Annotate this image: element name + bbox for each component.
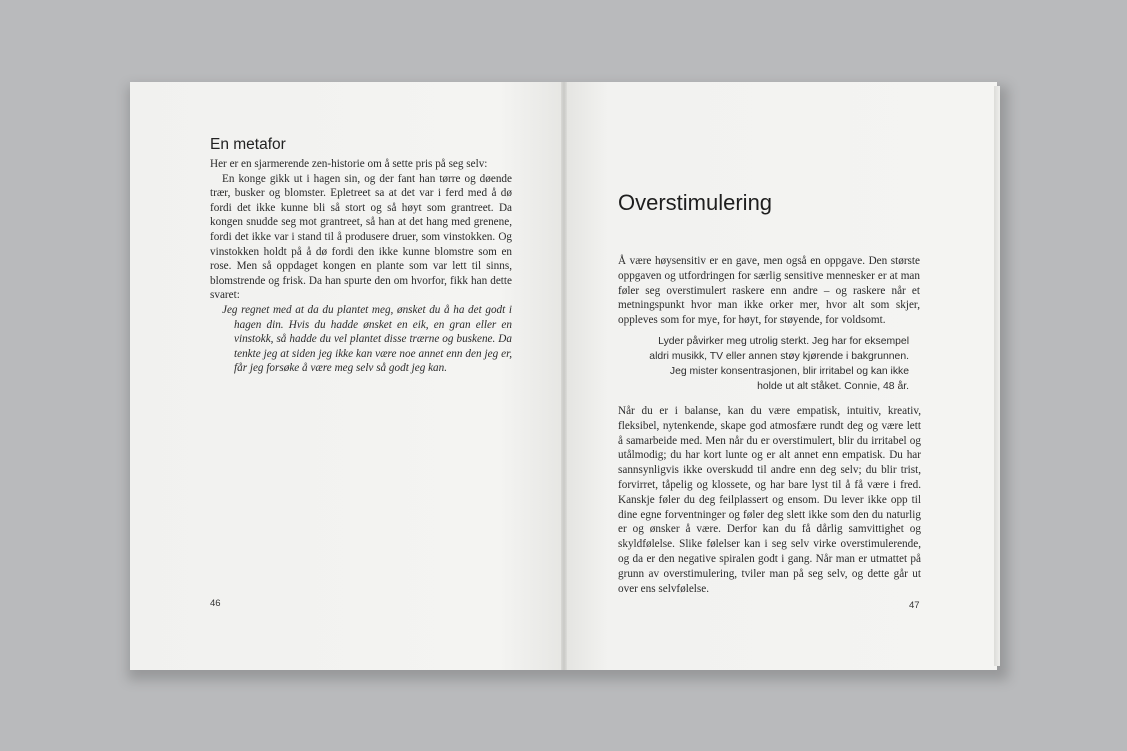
testimonial-quote	[618, 334, 909, 394]
right-lead-paragraph: Å være høysensitiv er en gave, men også en oppgave. Den største oppgaven og utfordringen for særlig sensitive mennesker er at man føler seg overstimulert raskere enn andre – og raskere når et metningspunkt hvor man ikke orker mer, hvor alt som skjer, oppleves som for mye, for høyt, for støyende, for voldsomt.	[618, 255, 920, 327]
left-quote: Jeg regnet med at da du plantet meg, ønsket du å ha det godt i hagen din. Hvis du hadde ønsket en eik, en gran eller en vinstokk, så hadde du vel plantet disse trærne og buskene. Da tenkte jeg at siden jeg ikke kan være noe annet enn den jeg er, får jeg forsøke å være meg selv så godt jeg kan.	[222, 303, 512, 375]
testimonial-line: aldri musikk, TV eller annen støy kjørende i bakgrunnen.	[649, 351, 909, 362]
right-page-number: 47	[909, 600, 920, 611]
left-page-body	[210, 157, 512, 376]
left-page-number: 46	[210, 598, 221, 609]
left-paragraph-intro: Her er en sjarmerende zen-historie om å sette pris på seg selv:	[210, 158, 488, 170]
book-gutter	[561, 82, 567, 670]
left-paragraph-story: En konge gikk ut i hagen sin, og der fant han tørre og døende trær, busker og blomster. Epletreet sa at det var i ferd med å dø fordi det ikke kunne bli så stort og så høyt som grantreet. Da kongen snudde seg mot grantreet, så han at det hang med grenene, fordi det ikke var i stand til å produsere druer, som vinstokken. Og vinstokken holdt på å dø fordi den ikke kunne blomstre som en rose. Men så oppdaget kongen en plante som var lett til sinns, blomstrende og frisk. Da han spurte den om hvorfor, fikk han dette svaret:	[210, 172, 512, 302]
testimonial-line: Jeg mister konsentrasjonen, blir irritabel og kan ikke	[669, 366, 909, 377]
right-body-paragraph: Når du er i balanse, kan du være empatisk, intuitiv, kreativ, fleksibel, nytenkende, skape god atmosfære rundt deg og være lett å samarbeide med. Men når du er overstimulert, blir du irritabel og utålmodig; du har kort lunte og er alt annet enn empatisk. Du har sannsynligvis ikke overskudd til andre enn deg selv; du blir trist, forvirret, tåpelig og klossete, og har bare lyst til å få være i fred. Kanskje føler du deg feilplassert og ensom. Du lever ikke opp til dine egne forventninger og føler deg slett ikke som den du naturlig er og ønsker å være. Derfor kan du få dårlig samvittighet og skyldfølelse. Slike følelser kan i seg selv virke overstimulerende, og da er den negative spiralen godt i gang. Når man er utmattet på grunn av overstimulering, tviler man på seg selv, og dette går ut over ens selvfølelse.	[618, 405, 921, 595]
left-page-heading: En metafor	[210, 136, 286, 153]
right-page-heading: Overstimulering	[618, 190, 773, 215]
page-edge	[994, 86, 1000, 666]
testimonial-line: holde ut alt ståket. Connie, 48 år.	[757, 381, 909, 392]
testimonial-line: Lyder påvirker meg utrolig sterkt. Jeg har for eksempel	[658, 336, 909, 347]
